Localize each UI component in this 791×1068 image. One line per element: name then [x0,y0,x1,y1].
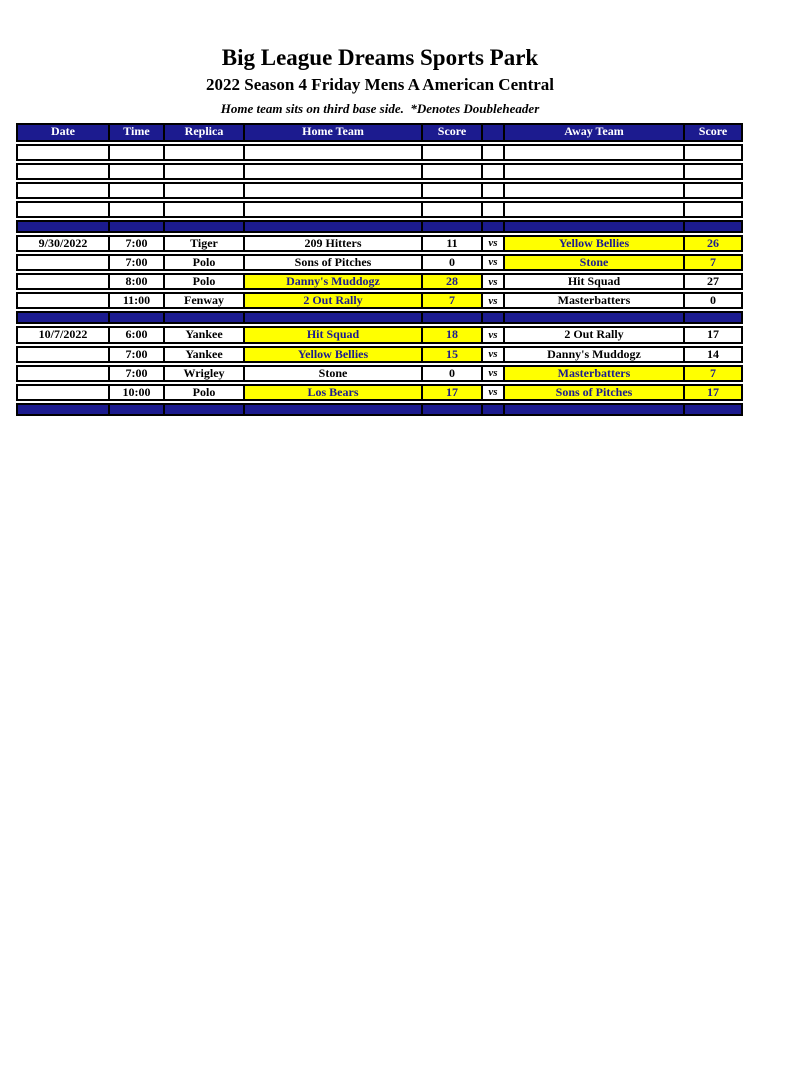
column-header-vs [483,123,505,142]
cell-away-score [685,163,743,180]
cell-home-team: Stone [245,365,423,382]
empty-row [16,182,743,199]
cell-away-score: 14 [685,346,743,363]
cell-replica [165,201,245,218]
cell-replica [165,182,245,199]
cell-time: 8:00 [110,273,165,290]
cell-vs: vs [483,292,505,309]
game-row [16,365,743,382]
game-row [16,326,743,343]
cell-home-team: Los Bears [245,384,423,401]
cell-date [16,163,110,180]
cell-away-score [685,182,743,199]
cell-date [16,292,110,309]
empty-row [16,163,743,180]
cell-vs [483,403,505,416]
column-header-away-score: Score [685,123,743,142]
cell-time [110,182,165,199]
cell-away-team: Stone [505,254,685,271]
page-header [0,44,760,117]
separator-row [16,311,743,324]
cell-replica: Yankee [165,326,245,343]
page-title: Big League Dreams Sports Park [221,45,539,70]
cell-time [110,144,165,161]
cell-away-team: 2 Out Rally [505,326,685,343]
cell-vs [483,182,505,199]
cell-home-team [245,201,423,218]
cell-vs [483,201,505,218]
cell-replica [165,311,245,324]
cell-home-score: 18 [423,326,483,343]
cell-vs [483,220,505,233]
cell-date [16,182,110,199]
cell-vs: vs [483,235,505,252]
header-row [16,123,743,142]
empty-row [16,144,743,161]
cell-time: 7:00 [110,365,165,382]
cell-away-team [505,220,685,233]
cell-replica: Yankee [165,346,245,363]
cell-time: 7:00 [110,254,165,271]
column-header-replica: Replica [165,123,245,142]
cell-replica: Polo [165,254,245,271]
cell-home-score [423,144,483,161]
cell-date [16,346,110,363]
cell-home-score: 0 [423,365,483,382]
cell-vs [483,144,505,161]
cell-away-score [685,311,743,324]
cell-home-score: 17 [423,384,483,401]
cell-home-team: 2 Out Rally [245,292,423,309]
page-note: Home team sits on third base side. *Denotes Doubleheader [220,100,540,116]
game-row [16,273,743,290]
schedule-table [16,121,743,419]
cell-home-team: Hit Squad [245,326,423,343]
page-subtitle: 2022 Season 4 Friday Mens A American Central [205,74,554,94]
cell-time: 7:00 [110,346,165,363]
cell-away-score [685,201,743,218]
cell-vs: vs [483,254,505,271]
cell-away-team: Danny's Muddogz [505,346,685,363]
cell-replica [165,220,245,233]
cell-vs: vs [483,365,505,382]
cell-vs: vs [483,326,505,343]
cell-vs: vs [483,346,505,363]
cell-away-team: Hit Squad [505,273,685,290]
cell-home-team [245,311,423,324]
cell-replica [165,144,245,161]
cell-home-team [245,403,423,416]
cell-time: 11:00 [110,292,165,309]
cell-date [16,365,110,382]
cell-time [110,311,165,324]
cell-away-team [505,163,685,180]
cell-vs [483,311,505,324]
cell-date [16,403,110,416]
cell-away-team [505,201,685,218]
cell-home-score: 7 [423,292,483,309]
cell-time: 6:00 [110,326,165,343]
cell-away-score: 27 [685,273,743,290]
cell-vs: vs [483,273,505,290]
cell-replica: Fenway [165,292,245,309]
cell-home-score [423,311,483,324]
game-row [16,346,743,363]
cell-date: 10/7/2022 [16,326,110,343]
cell-home-team [245,220,423,233]
cell-away-score: 26 [685,235,743,252]
cell-date [16,273,110,290]
cell-away-team: Masterbatters [505,365,685,382]
cell-home-team [245,163,423,180]
cell-vs [483,163,505,180]
cell-time: 10:00 [110,384,165,401]
cell-replica: Polo [165,384,245,401]
cell-home-score: 11 [423,235,483,252]
column-header-home-team: Home Team [245,123,423,142]
cell-home-team [245,182,423,199]
cell-away-score [685,144,743,161]
game-row [16,254,743,271]
cell-home-team: Danny's Muddogz [245,273,423,290]
cell-time [110,201,165,218]
cell-home-team [245,144,423,161]
cell-home-team: 209 Hitters [245,235,423,252]
cell-away-team: Yellow Bellies [505,235,685,252]
game-row [16,384,743,401]
cell-away-score [685,220,743,233]
column-header-date: Date [16,123,110,142]
schedule-body [16,144,743,417]
cell-away-score: 17 [685,384,743,401]
cell-date [16,254,110,271]
cell-replica [165,163,245,180]
cell-home-score [423,163,483,180]
cell-away-score: 17 [685,326,743,343]
cell-away-team: Sons of Pitches [505,384,685,401]
cell-date [16,384,110,401]
cell-date [16,201,110,218]
cell-replica [165,403,245,416]
cell-home-score [423,201,483,218]
cell-home-team: Yellow Bellies [245,346,423,363]
empty-row [16,201,743,218]
game-row [16,235,743,252]
separator-row [16,220,743,233]
column-header-home-score: Score [423,123,483,142]
separator-row [16,403,743,416]
cell-time: 7:00 [110,235,165,252]
cell-time [110,220,165,233]
cell-home-score [423,220,483,233]
cell-away-score [685,403,743,416]
column-header-time: Time [110,123,165,142]
cell-away-team [505,182,685,199]
cell-home-score [423,182,483,199]
cell-away-team [505,144,685,161]
cell-home-score: 0 [423,254,483,271]
cell-date [16,220,110,233]
cell-replica: Wrigley [165,365,245,382]
cell-date [16,311,110,324]
cell-replica: Tiger [165,235,245,252]
cell-replica: Polo [165,273,245,290]
cell-home-team: Sons of Pitches [245,254,423,271]
cell-date [16,144,110,161]
cell-away-score: 7 [685,365,743,382]
cell-date: 9/30/2022 [16,235,110,252]
cell-away-team: Masterbatters [505,292,685,309]
cell-home-score: 15 [423,346,483,363]
cell-home-score: 28 [423,273,483,290]
cell-away-team [505,311,685,324]
cell-away-score: 7 [685,254,743,271]
cell-vs: vs [483,384,505,401]
cell-time [110,403,165,416]
cell-home-score [423,403,483,416]
cell-away-score: 0 [685,292,743,309]
cell-away-team [505,403,685,416]
column-header-away-team: Away Team [505,123,685,142]
game-row [16,292,743,309]
cell-time [110,163,165,180]
